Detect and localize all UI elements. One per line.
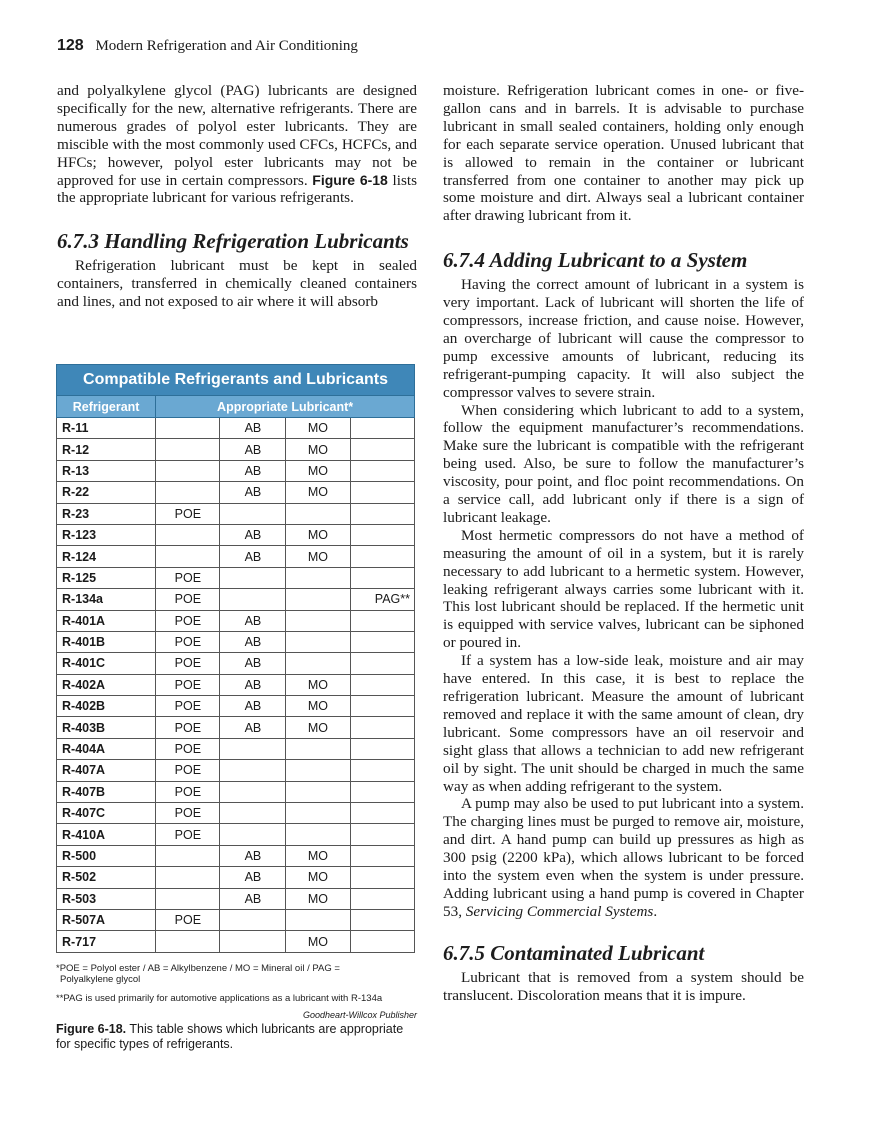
col-lubricant: Appropriate Lubricant* <box>156 396 415 418</box>
ab-cell: AB <box>220 867 286 888</box>
ab-cell: AB <box>220 610 286 631</box>
refrigerant-cell: R-23 <box>57 503 156 524</box>
table-row <box>57 439 415 460</box>
mo-cell <box>286 803 350 824</box>
ab-cell <box>220 803 286 824</box>
paragraph-adding-3: Most hermetic compressors do not have a method of measuring the amount of oil in a system, but it is rarely necessary to add lubricant to a hermetic system. However, leaking refrigerant always carries some lubricant with it. This lost lubricant should be replaced. If the hermetic unit is equipped with service valves, lubricant can be siphoned or poured in. <box>443 526 804 652</box>
poe-cell: POE <box>156 653 220 674</box>
pag-cell <box>350 760 415 781</box>
table-row <box>57 524 415 545</box>
mo-cell: MO <box>286 482 350 503</box>
mo-cell: MO <box>286 888 350 909</box>
pag-cell <box>350 781 415 802</box>
mo-cell: MO <box>286 931 350 952</box>
table-row <box>57 717 415 738</box>
table-note-1: *POE = Polyol ester / AB = Alkylbenzene / MO = Mineral oil / PAG = Polyalkylene glycol <box>56 963 340 985</box>
mo-cell: MO <box>286 674 350 695</box>
mo-cell: MO <box>286 546 350 567</box>
poe-cell: POE <box>156 696 220 717</box>
paragraph-contaminated: Lubricant that is removed from a system should be translucent. Discoloration means that it is impure. <box>443 968 804 1004</box>
poe-cell: POE <box>156 567 220 588</box>
ab-cell: AB <box>220 546 286 567</box>
refrigerant-cell: R-12 <box>57 439 156 460</box>
ab-cell <box>220 503 286 524</box>
table-row <box>57 888 415 909</box>
ab-cell: AB <box>220 631 286 652</box>
mo-cell: MO <box>286 524 350 545</box>
paragraph-adding-1: Having the correct amount of lubricant in a system is very important. Lack of lubricant will shorten the life of compressors, increase friction, and cause noise. However, an overcharge of lubricant will cause the compressor to pump excessive amounts of lubricant, reducing its refrigerant-pumping capacity. It will also subject the compressor valves to severe strain. <box>443 276 804 401</box>
poe-cell: POE <box>156 803 220 824</box>
heading-6-7-3: 6.7.3 Handling Refrigeration Lubricants <box>57 229 409 254</box>
col-refrigerant: Refrigerant <box>57 396 156 418</box>
pag-cell <box>350 824 415 845</box>
table-row <box>57 803 415 824</box>
table-row <box>57 567 415 588</box>
publisher-credit: Goodheart-Willcox Publisher <box>303 1010 417 1020</box>
mo-cell <box>286 760 350 781</box>
paragraph-adding-2: When considering which lubricant to add to a system, follow the equipment manufacturer’s recommendations. Make sure the lubricant is compatible with the refrigerant being used. Also, be sure to follow the manufacturer’s viscosity, pour point, and floc point recommendations. On a service call, add lubricant only if there is a sign of lubricant leakage. <box>443 401 804 526</box>
ab-cell: AB <box>220 653 286 674</box>
mo-cell <box>286 781 350 802</box>
paragraph-handling: Refrigeration lubricant must be kept in sealed containers, transferred in chemically cleaned containers and lines, and not exposed to air where it will absorb <box>57 257 417 311</box>
table-row <box>57 931 415 952</box>
paragraph-adding-4: If a system has a low-side leak, moisture and air may have entered. In this case, it is best to replace the refrigeration lubricant. Measure the amount of lubricant removed and replace it with the same amount of clean, dry lubricant. Some compressors have an oil reservoir and sight glass that allows a technician to add new refrigerant oil by sight. The unit should be charged in much the same way as when adding refrigerant to the system. <box>443 652 804 795</box>
table-row <box>57 867 415 888</box>
mo-cell: MO <box>286 439 350 460</box>
refrigerant-cell: R-123 <box>57 524 156 545</box>
pag-cell <box>350 738 415 759</box>
poe-cell <box>156 460 220 481</box>
pag-cell <box>350 567 415 588</box>
refrigerant-cell: R-507A <box>57 909 156 930</box>
ab-cell: AB <box>220 674 286 695</box>
ab-cell <box>220 738 286 759</box>
refrigerant-cell: R-407A <box>57 760 156 781</box>
pag-cell <box>350 503 415 524</box>
table-row <box>57 546 415 567</box>
pag-cell <box>350 482 415 503</box>
mo-cell: MO <box>286 845 350 866</box>
pag-cell <box>350 546 415 567</box>
pag-cell <box>350 909 415 930</box>
figure-caption: Figure 6-18. This table shows which lubricants are appropriate for specific types of refrigerants. <box>56 1022 404 1051</box>
table-row <box>57 909 415 930</box>
right-column <box>443 82 804 1005</box>
poe-cell: POE <box>156 631 220 652</box>
ab-cell: AB <box>220 460 286 481</box>
pag-cell: PAG** <box>350 589 415 610</box>
table-row <box>57 824 415 845</box>
heading-6-7-4: 6.7.4 Adding Lubricant to a System <box>443 248 748 273</box>
page-number: 128 <box>57 37 84 54</box>
left-column <box>57 82 417 311</box>
poe-cell: POE <box>156 674 220 695</box>
pag-cell <box>350 460 415 481</box>
poe-cell <box>156 524 220 545</box>
table-body <box>57 418 415 953</box>
refrigerant-cell: R-500 <box>57 845 156 866</box>
mo-cell <box>286 503 350 524</box>
table-row <box>57 696 415 717</box>
refrigerant-cell: R-503 <box>57 888 156 909</box>
poe-cell <box>156 418 220 439</box>
table-row <box>57 781 415 802</box>
poe-cell: POE <box>156 717 220 738</box>
mo-cell: MO <box>286 460 350 481</box>
table-row <box>57 845 415 866</box>
pag-cell <box>350 845 415 866</box>
table-row <box>57 653 415 674</box>
ab-cell <box>220 909 286 930</box>
poe-cell: POE <box>156 824 220 845</box>
refrigerant-cell: R-404A <box>57 738 156 759</box>
poe-cell: POE <box>156 503 220 524</box>
poe-cell: POE <box>156 760 220 781</box>
table-note-2: **PAG is used primarily for automotive applications as a lubricant with R-134a <box>56 993 383 1004</box>
refrigerant-cell: R-134a <box>57 589 156 610</box>
table-row <box>57 674 415 695</box>
pag-cell <box>350 674 415 695</box>
ab-cell <box>220 567 286 588</box>
refrigerant-cell: R-410A <box>57 824 156 845</box>
ab-cell <box>220 781 286 802</box>
pag-cell <box>350 610 415 631</box>
refrigerant-cell: R-502 <box>57 867 156 888</box>
refrigerant-cell: R-407B <box>57 781 156 802</box>
ab-cell: AB <box>220 482 286 503</box>
table-row <box>57 482 415 503</box>
poe-cell <box>156 439 220 460</box>
mo-cell <box>286 567 350 588</box>
ab-cell: AB <box>220 845 286 866</box>
refrigerant-cell: R-403B <box>57 717 156 738</box>
table-row <box>57 460 415 481</box>
pag-cell <box>350 867 415 888</box>
pag-cell <box>350 696 415 717</box>
refrigerant-cell: R-402A <box>57 674 156 695</box>
refrigerant-cell: R-717 <box>57 931 156 952</box>
ab-cell: AB <box>220 696 286 717</box>
heading-6-7-5: 6.7.5 Contaminated Lubricant <box>443 940 705 965</box>
table-row <box>57 760 415 781</box>
refrigerant-cell: R-401B <box>57 631 156 652</box>
ab-cell <box>220 589 286 610</box>
ab-cell: AB <box>220 439 286 460</box>
poe-cell: POE <box>156 589 220 610</box>
mo-cell <box>286 589 350 610</box>
mo-cell <box>286 610 350 631</box>
poe-cell: POE <box>156 909 220 930</box>
poe-cell <box>156 867 220 888</box>
ab-cell: AB <box>220 418 286 439</box>
pag-cell <box>350 888 415 909</box>
table-row <box>57 631 415 652</box>
paragraph-moisture: moisture. Refrigeration lubricant comes in one- or five-gallon cans and in barrels. It is advisable to purchase lubricant in small sealed containers, holding only enough for each separate service operation. Unused lubricant that is allowed to remain in the container or lubricant transferred from one container to another may pick up some moisture and dirt. Always seal a lubricant container after drawing lubricant from it. <box>443 82 804 225</box>
poe-cell: POE <box>156 738 220 759</box>
table-title: Compatible Refrigerants and Lubricants <box>57 365 415 396</box>
lubricant-table <box>56 364 415 953</box>
poe-cell <box>156 845 220 866</box>
mo-cell <box>286 631 350 652</box>
table-row <box>57 589 415 610</box>
mo-cell <box>286 738 350 759</box>
table-row <box>57 610 415 631</box>
ab-cell: AB <box>220 888 286 909</box>
mo-cell: MO <box>286 867 350 888</box>
ab-cell: AB <box>220 717 286 738</box>
pag-cell <box>350 717 415 738</box>
refrigerant-cell: R-13 <box>57 460 156 481</box>
ab-cell <box>220 931 286 952</box>
poe-cell: POE <box>156 781 220 802</box>
ab-cell <box>220 824 286 845</box>
refrigerant-cell: R-402B <box>57 696 156 717</box>
pag-cell <box>350 524 415 545</box>
pag-cell <box>350 418 415 439</box>
mo-cell <box>286 824 350 845</box>
paragraph-adding-5: A pump may also be used to put lubricant into a system. The charging lines must be purged to remove air, moisture, and dirt. A hand pump can build up pressures as high as 300 psig (2200 kPa), which allows lubricant to be forced into the system even when the system is under pressure. Adding lubricant using a hand pump is covered in Chapter 53, Servicing Commercial Systems. <box>443 795 804 920</box>
table-row <box>57 503 415 524</box>
book-title: Modern Refrigeration and Air Conditioning <box>95 38 358 54</box>
page-header <box>57 37 358 55</box>
mo-cell: MO <box>286 717 350 738</box>
refrigerant-cell: R-11 <box>57 418 156 439</box>
poe-cell <box>156 546 220 567</box>
poe-cell: POE <box>156 610 220 631</box>
figure-reference[interactable]: Figure 6-18 <box>312 171 388 188</box>
refrigerant-cell: R-407C <box>57 803 156 824</box>
ab-cell: AB <box>220 524 286 545</box>
pag-cell <box>350 803 415 824</box>
pag-cell <box>350 631 415 652</box>
refrigerant-cell: R-124 <box>57 546 156 567</box>
chapter-reference: Servicing Commercial Systems <box>465 902 654 920</box>
refrigerant-cell: R-401A <box>57 610 156 631</box>
mo-cell <box>286 653 350 674</box>
poe-cell <box>156 931 220 952</box>
pag-cell <box>350 653 415 674</box>
mo-cell <box>286 909 350 930</box>
mo-cell: MO <box>286 696 350 717</box>
table-row <box>57 418 415 439</box>
intro-paragraph: and polyalkylene glycol (PAG) lubricants are designed specifically for the new, alternative refrigerants. There are numerous grades of polyol ester lubricants. They are miscible with the most commonly used CFCs, HCFCs, and HFCs; however, polyol ester lubricants may not be approved for use in certain compressors. Figure 6-18 lists the appropriate lubricant for various refrigerants. <box>57 82 417 207</box>
mo-cell: MO <box>286 418 350 439</box>
pag-cell <box>350 931 415 952</box>
poe-cell <box>156 888 220 909</box>
refrigerant-cell: R-22 <box>57 482 156 503</box>
pag-cell <box>350 439 415 460</box>
ab-cell <box>220 760 286 781</box>
poe-cell <box>156 482 220 503</box>
table-row <box>57 738 415 759</box>
refrigerant-cell: R-125 <box>57 567 156 588</box>
refrigerant-cell: R-401C <box>57 653 156 674</box>
